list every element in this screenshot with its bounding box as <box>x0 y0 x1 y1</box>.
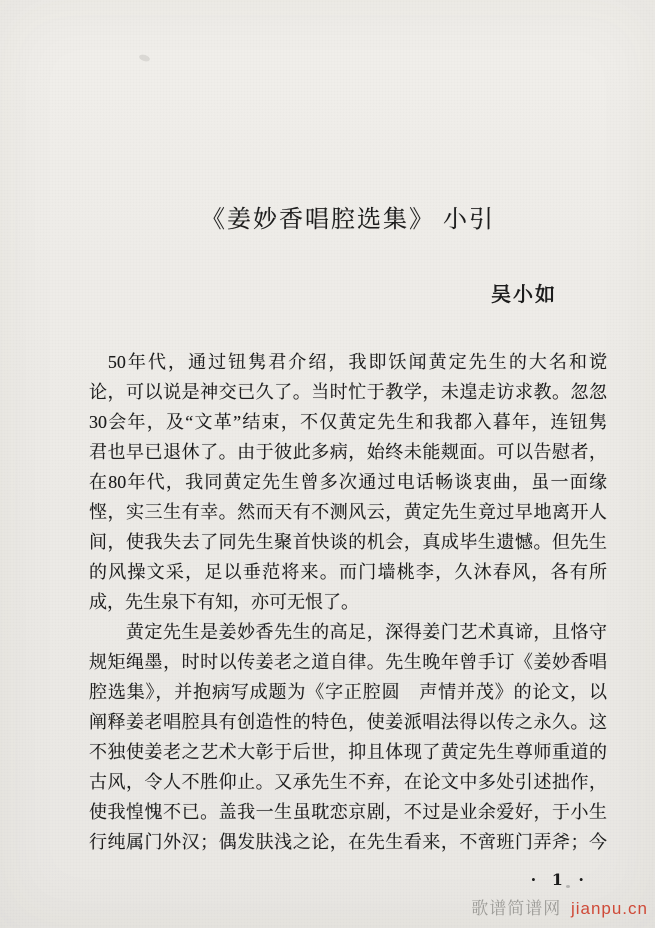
body-line: 间，使我失去了同先生聚首快谈的机会，真成毕生遗憾。但先生 <box>89 532 607 552</box>
body-line: 君也早已退休了。由于彼此多病，始终未能觌面。可以告慰者， <box>89 442 607 462</box>
watermark-site-name: 歌谱简谱网 <box>471 899 562 918</box>
body-line: 使我惶愧不已。盖我一生虽耽恋京剧，不过是业余爱好，于小生 <box>89 802 607 822</box>
body-line: 规矩绳墨，时时以传姜老之道自律。先生晚年曾手订《姜妙香唱 <box>89 652 607 672</box>
body-text <box>89 347 607 857</box>
body-line: 古风，令人不胜仰止。又承先生不弃，在论文中多处引述拙作， <box>89 772 607 792</box>
body-line: 悭，实三生有幸。然而天有不测风云，黄定先生竟过早地离开人 <box>89 502 607 522</box>
watermark-site-url: jianpu.cn <box>570 899 648 918</box>
body-line: 黄定先生是姜妙香先生的高足，深得姜门艺术真谛，且恪守 <box>125 622 607 642</box>
body-line: 的风操文采，足以垂范将来。而门墙桃李，久沐春风，各有所 <box>89 562 607 582</box>
page-number: · 1 · <box>530 870 589 889</box>
body-line: 30会年，及“文革”结束，不仅黄定先生和我都入暮年，连钮隽 <box>89 412 607 432</box>
document-title: 《姜妙香唱腔选集》 小引 <box>201 207 495 233</box>
body-line: 不独使姜老之艺术大彰于后世，抑且体现了黄定先生尊师重道的 <box>89 742 607 762</box>
body-line: 在80年代，我同黄定先生曾多次通过电话畅谈衷曲，虽一面缘 <box>89 472 607 492</box>
author-name: 吴小如 <box>491 284 557 306</box>
page-content <box>89 0 607 889</box>
watermark <box>471 894 648 919</box>
paragraph <box>89 617 607 857</box>
paragraph <box>89 347 607 617</box>
body-line: 50年代，通过钮隽君介绍，我即饫闻黄定先生的大名和谠 <box>107 352 607 372</box>
body-line: 腔选集》，并抱病写成题为《字正腔圆 声情并茂》的论文，以 <box>89 682 607 702</box>
body-line: 行纯属门外汉；偶发肤浅之论，在先生看来，不啻班门弄斧；今 <box>89 832 607 852</box>
body-line: 阐释姜老唱腔具有创造性的特色，使姜派唱法得以传之永久。这 <box>89 712 607 732</box>
body-line: 成，先生泉下有知，亦可无恨了。 <box>89 592 359 612</box>
body-line: 论，可以说是神交已久了。当时忙于教学，未遑走访求教。忽忽 <box>89 382 607 402</box>
